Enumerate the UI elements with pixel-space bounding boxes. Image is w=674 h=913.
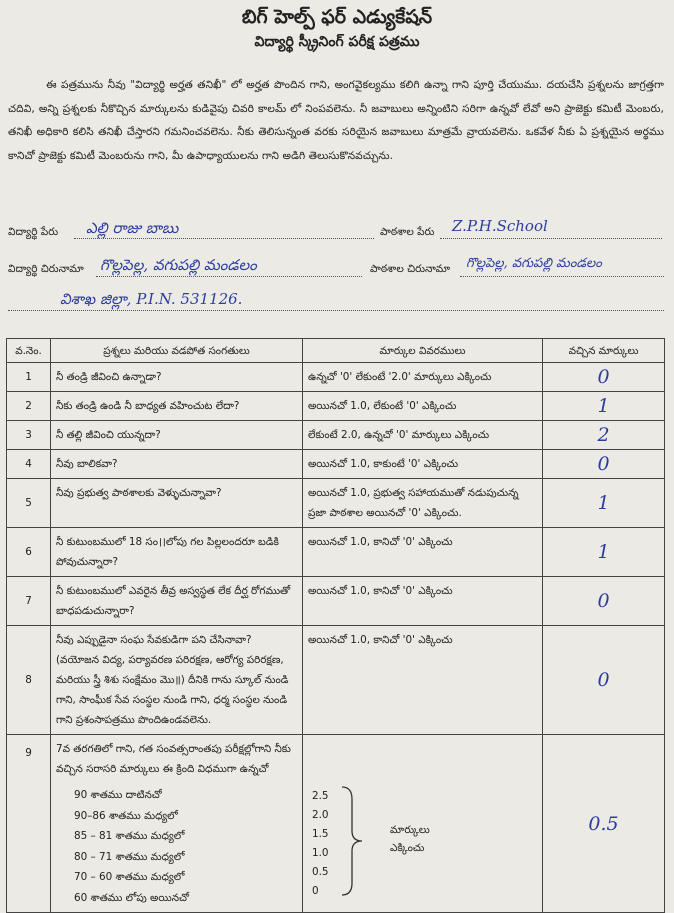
row-question: నీ కుటుంబములో ఎవరైన తీవ్ర అస్వస్థత లేక దీర్ఘ రోగముతో బాధపడుచున్నారా? <box>51 577 303 626</box>
student-address-value[interactable]: గొల్లపెల్ల, వగుపల్లి మండలం <box>100 256 257 274</box>
table-header-row <box>7 339 665 363</box>
row-details <box>303 735 543 913</box>
school-name-label: పాఠశాల పేరు <box>380 226 435 238</box>
address-line-2-value[interactable]: విశాఖ జిల్లా, P.I.N. 531126. <box>60 290 243 308</box>
header-question: ప్రశ్నలు మరియు వడపోత సంగతులు <box>51 339 303 363</box>
row-details: అయినచో 1.0, కానిచో '0' ఎక్కించు <box>303 528 543 577</box>
row-question: నీవు ఎప్పుడైనా సంఘ సేవకుడిగా పని చేసినావా? (వయోజన విద్య, పర్యావరణ పరిరక్షణ, ఆరోగ్య పరిరక్షణ, మరియు స్త్రీ శిశు సంక్షేమం మొ॥) దీనికి గాను స్కూల్ నుండి గాని, సాంఘీక సేవ సంస్థల నుండి గాని, ధర్మ సంస్థల నుండి గాని ప్రశంసాపత్రము పొందిఉండవలెను. <box>51 626 303 735</box>
student-address-label: విద్యార్థి చిరునామా <box>8 263 84 275</box>
row-details: ఉన్నచో '0' లేకుంటే '2.0' మార్కులు ఎక్కించు <box>303 363 543 392</box>
table-row <box>7 577 665 626</box>
row-details: అయినచో 1.0, కానిచో '0' ఎక్కించు <box>303 577 543 626</box>
row-details: లేకుంటే 2.0, ఉన్నచో '0' మార్కులు ఎక్కించు <box>303 421 543 450</box>
table-row <box>7 392 665 421</box>
grade-item: 85 – 81 శాతము మధ్యలో <box>74 830 185 842</box>
table-row <box>7 479 665 528</box>
grade-value: 1.0 <box>312 847 329 859</box>
school-address-label: పాఠశాల చిరునామా <box>370 263 451 275</box>
row-mark[interactable]: 0 <box>543 450 665 479</box>
school-name-value[interactable]: Z.P.H.School <box>452 217 548 235</box>
row-mark[interactable]: 1 <box>543 528 665 577</box>
row-question: నీవు బాలికవా? <box>51 450 303 479</box>
table-row <box>7 626 665 735</box>
grade-values <box>312 787 329 901</box>
row-question: నీకు తండ్రి ఉండి నీ బాధ్యత వహించుట లేదా? <box>51 392 303 421</box>
grade-value: 0.5 <box>312 866 329 878</box>
form-subtitle: విద్యార్థి స్క్రీనింగ్ పరీక్ష పత్రము <box>254 34 420 50</box>
row-mark[interactable]: 1 <box>543 479 665 528</box>
row-number: 4 <box>7 450 51 479</box>
row-details: అయినచో 1.0, లేకుంటే '0' ఎక్కించు <box>303 392 543 421</box>
table-row <box>7 528 665 577</box>
row-mark[interactable]: 0 <box>543 363 665 392</box>
grade-item: 70 – 60 శాతము మధ్యలో <box>74 871 185 883</box>
brace-label-line: మార్కులు <box>390 824 430 836</box>
row-question <box>51 735 303 913</box>
grade-list <box>56 785 297 908</box>
row-question: నీ తండ్రి జీవించి ఉన్నాడా? <box>51 363 303 392</box>
screening-table <box>6 338 665 913</box>
row-number: 5 <box>7 479 51 528</box>
table-row <box>7 363 665 392</box>
row-number: 1 <box>7 363 51 392</box>
table-row <box>7 421 665 450</box>
school-address-line <box>460 276 664 277</box>
header-details: మార్కుల వివరములు <box>303 339 543 363</box>
row-number: 6 <box>7 528 51 577</box>
row-details: అయినచో 1.0, కానిచో '0' ఎక్కించు <box>303 626 543 735</box>
grade-item: 90–86 శాతము మధ్యలో <box>74 809 178 822</box>
row-mark[interactable]: 0 <box>543 577 665 626</box>
row-number: 9 <box>7 735 51 913</box>
grade-item: 90 శాతము దాటినచో <box>74 789 162 801</box>
row-number: 8 <box>7 626 51 735</box>
instructions-paragraph: ఈ పత్రమును నీవు "విద్యార్థి అర్హత తనిఖీ" లో అర్హత పొందిన గాని, అంగవైకల్యము కలిగి ఉన్నా గాని పూర్తి చేయుము. దయచేసి ప్రశ్నలను జాగ్రత్తగా చదివి, అన్ని ప్రశ్నలకు నీకొచ్చిన మార్కులను కుడివైపు చివరి కాలమ్ లో నింపవలెను. నీ జవాబులు అన్నింటిని సరిగా ఉన్నవో లేవో అని ప్రాజెక్టు కమిటీ మెంబరు, తనిఖీ అధికారి కలిసి తనిఖీ చేస్తారని గమనించవలెను. నీకు తెలిసున్నంత వరకు సరియైన జవాబులు మాత్రమే వ్రాయవలెను. ఒకవేళ నీకు ఏ ప్రశ్నయైన అర్థము కానిచో ప్రాజెక్టు కమిటీ మెంబరును గాని, మీ ఉపాధ్యాయులను గాని అడిగి తెలుసుకొనవచ్చును. <box>8 79 664 162</box>
row-question: నీ తల్లి జీవించి యున్నదా? <box>51 421 303 450</box>
grade-item: 60 శాతము లోపు అయినచో <box>74 891 189 904</box>
row-details: అయినచో 1.0, కాకుంటే '0' ఎక్కించు <box>303 450 543 479</box>
grade-value: 2.0 <box>312 809 329 821</box>
row-mark[interactable]: 0 <box>543 626 665 735</box>
student-name-label: విద్యార్థి పేరు <box>8 226 59 238</box>
row-number: 7 <box>7 577 51 626</box>
student-name-value[interactable]: ఎల్లి రాజు బాబు <box>86 219 179 237</box>
brace-label <box>390 821 430 857</box>
grade-value: 0 <box>312 885 319 897</box>
header-marks: వచ్చిన మార్కులు <box>543 339 665 363</box>
header-sno: వ.నెం. <box>7 339 51 363</box>
row-mark[interactable]: 0.5 <box>543 735 665 913</box>
grade-question-text: 7వ తరగతిలో గాని, గత సంవత్సరాంతపు పరీక్షల్లోగాని నీకు వచ్చిన సరాసరి మార్కులు ఈ క్రింది విధముగా ఉన్నచో <box>56 743 291 775</box>
grade-value: 1.5 <box>312 828 329 840</box>
school-address-value[interactable]: గొల్లపెల్ల, వగుపల్లి మండలం <box>466 256 602 271</box>
form-title: బిగ్ హెల్ప్ ఫర్ ఎడ్యుకేషన్ <box>241 6 433 28</box>
grade-item: 80 – 71 శాతము మధ్యలో <box>74 850 185 863</box>
row-mark[interactable]: 2 <box>543 421 665 450</box>
row-mark[interactable]: 1 <box>543 392 665 421</box>
row-number: 2 <box>7 392 51 421</box>
row-details: అయినచో 1.0, ప్రభుత్వ సహాయముతో నడుపుచున్న ప్రజా పాఠశాల అయినచో '0' ఎక్కించు. <box>303 479 543 528</box>
row-question: నీవు ప్రభుత్వ పాఠశాలకు వెళ్ళుచున్నావా? <box>51 479 303 528</box>
table-row <box>7 450 665 479</box>
row-number: 3 <box>7 421 51 450</box>
grade-value: 2.5 <box>312 790 329 802</box>
table-row-grades <box>7 735 665 913</box>
brace-label-line: ఎక్కించు <box>390 842 425 854</box>
curly-brace-icon <box>340 785 364 897</box>
school-name-line <box>440 238 662 239</box>
row-question: నీ కుటుంబములో 18 సం।।లోపు గల పిల్లలందరూ బడికి పోవుచున్నారా? <box>51 528 303 577</box>
